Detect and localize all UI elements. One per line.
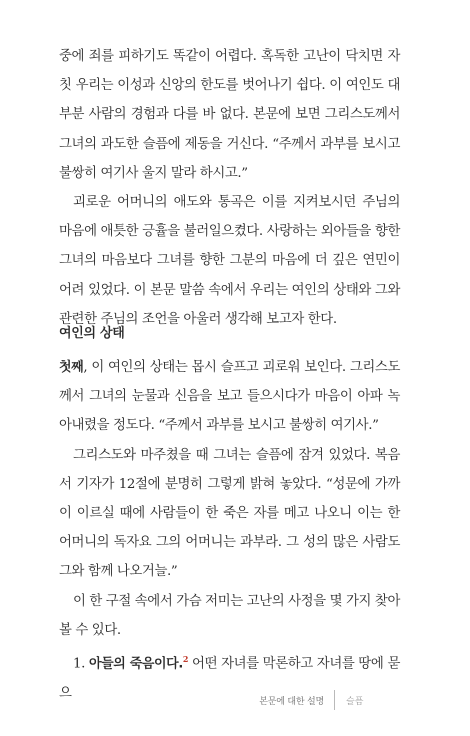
body-text-top (59, 42, 400, 334)
first-point-lead: 첫째 (59, 360, 84, 375)
running-footer-section: 슬픔 (346, 697, 364, 707)
footnote-marker[interactable]: 2 (182, 654, 189, 665)
footer-divider (334, 690, 335, 710)
paragraph-1: 중에 죄를 피하기도 똑같이 어렵다. 혹독한 고난이 닥치면 자칫 우리는 이성과 신앙의 한도를 벗어나기 쉽다. 이 여인도 대부분 사람의 경험과 다를 바 없다. 본문에 보면 그리스도께서 그녀의 과도한 슬픔에 제동을 거신다. “주께서 과부를 보시고 불쌍히 여기사 울지 말라 하시고.” (59, 49, 400, 181)
paragraph-circumstances: 이 한 구절 속에서 가슴 저미는 고난의 사정을 몇 가지 찾아볼 수 있다. (59, 593, 400, 638)
paragraph-gospel: 그리스도와 마주쳤을 때 그녀는 슬픔에 잠겨 있었다. 복음서 기자가 12절에 분명히 그렇게 밝혀 놓았다. “성문에 가까이 이르실 때에 사람들이 한 죽은 자를 메고 나오니 이는 한 어머니의 독자요 그의 어머니는 과부라. 그 성의 많은 사람도 그와 함께 나오거늘.” (59, 447, 400, 580)
paragraph-first-point (59, 353, 400, 441)
running-footer-title: 본문에 대한 설명 (259, 697, 324, 707)
section-heading: 여인의 상태 (59, 326, 125, 341)
list-item-number: 1. (73, 656, 89, 672)
page-footer (0, 690, 470, 714)
list-item-lead: 아들의 죽음이다. (88, 656, 183, 672)
body-text-bottom (59, 353, 400, 708)
first-point-text: , 이 여인의 상태는 몹시 슬프고 괴로워 보인다. 그리스도께서 그녀의 눈물과 신음을 보고 들으시다가 마음이 아파 녹아내렸을 정도다. “주께서 과부를 보시고 불쌍히 여기사.” (59, 360, 400, 434)
list-item-text: 어떤 자녀를 막론하고 자녀를 땅에 묻으 (59, 656, 400, 701)
paragraph-2: 괴로운 어머니의 애도와 통곡은 이를 지켜보시던 주님의 마음에 애틋한 긍휼을 불러일으켰다. 사랑하는 외아들을 향한 그녀의 마음보다 그녀를 향한 그분의 마음에 더 깊은 연민이 어려 있었다. 이 본문 말씀 속에서 우리는 여인의 상태와 그와 관련한 주님의 조언을 아울러 생각해 보고자 한다. (59, 195, 400, 327)
